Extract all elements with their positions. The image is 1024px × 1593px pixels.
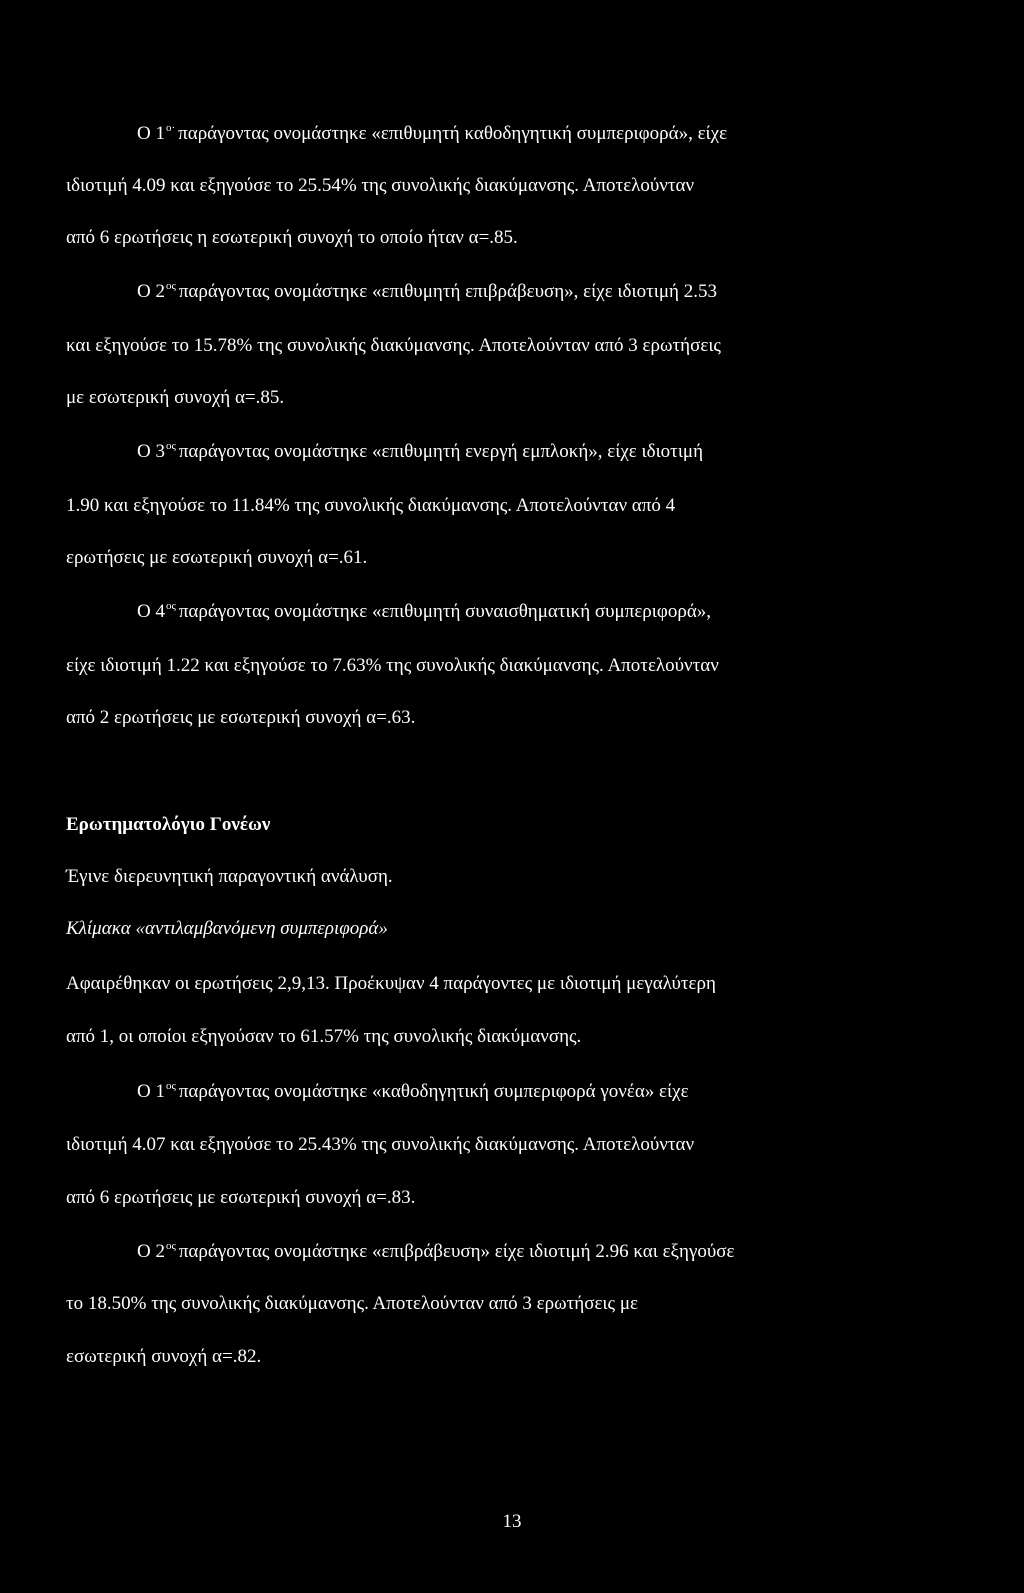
factor1-line1: Ο $1^{o\cdot}$ παράγοντας ονομάστηκε «επιθυμητή καθοδηγητική συμπεριφορά», είχε <box>137 122 728 144</box>
parent-factor2-line2: το 18.50% της συνολικής διακύμανσης. Αποτελούνταν από 3 ερωτήσεις με <box>66 1293 638 1314</box>
factor1-line2: ιδιοτιμή 4.09 και εξηγούσε το 25.54% της συνολικής διακύμανσης. Αποτελούνταν <box>66 175 695 196</box>
factor2-line1: Ο $2^{o\varsigma}$ παράγοντας ονομάστηκε «επιθυμητή επιβράβευση», είχε ιδιοτιμή 2.53 <box>137 280 717 302</box>
factor2-line3: με εσωτερική συνοχή α=.85. <box>66 387 285 408</box>
summary-line2: από 1, οι οποίοι εξηγούσαν το 61.57% της συνολικής διακύμανσης. <box>66 1026 582 1047</box>
factor3-line2: 1.90 και εξηγούσε το 11.84% της συνολικής διακύμανσης. Αποτελούνταν από 4 <box>66 495 676 516</box>
parent-factor1-line2: ιδιοτιμή 4.07 και εξηγούσε το 25.43% της συνολικής διακύμανσης. Αποτελούνταν <box>66 1134 695 1155</box>
factor2-line2: και εξηγούσε το 15.78% της συνολικής διακύμανσης. Αποτελούνταν από 3 ερωτήσεις <box>66 335 721 356</box>
parent-factor1-line3: από 6 ερωτήσεις με εσωτερική συνοχή α=.83. <box>66 1187 416 1208</box>
factor4-line3: από 2 ερωτήσεις με εσωτερική συνοχή α=.63. <box>66 707 416 728</box>
factor3-line3: ερωτήσεις με εσωτερική συνοχή α=.61. <box>66 547 368 568</box>
page-number: 13 <box>502 1511 522 1532</box>
parent-factor1-line1: Ο $1^{o\varsigma}$ παράγοντας ονομάστηκε «καθοδηγητική συμπεριφορά γονέα» είχε <box>137 1080 689 1102</box>
section-heading: Ερωτηματολόγιο Γονέων <box>66 814 271 835</box>
factor1-line3: από 6 ερωτήσεις η εσωτερική συνοχή το οποίο ήταν α=.85. <box>66 227 518 248</box>
factor4-line1: Ο $4^{o\varsigma}$ παράγοντας ονομάστηκε «επιθυμητή συναισθηματική συμπεριφορά», <box>137 600 712 622</box>
parent-factor2-line1: Ο $2^{o\varsigma}$ παράγοντας ονομάστηκε «επιβράβευση» είχε ιδιοτιμή 2.96 και εξηγούσε <box>137 1240 735 1262</box>
parent-factor2-line3: εσωτερική συνοχή α=.82. <box>66 1346 262 1367</box>
factor4-line2: είχε ιδιοτιμή 1.22 και εξηγούσε το 7.63% της συνολικής διακύμανσης. Αποτελούνταν <box>66 655 719 676</box>
scale-title: Κλίμακα «αντιλαμβανόμενη συμπεριφορά» <box>66 918 388 939</box>
factor3-line1: Ο $3^{o\varsigma}$ παράγοντας ονομάστηκε «επιθυμητή ενεργή εμπλοκή», είχε ιδιοτιμή <box>137 440 704 462</box>
analysis-intro: Έγινε διερευνητική παραγοντική ανάλυση. <box>66 866 393 887</box>
summary-line1: Αφαιρέθηκαν οι ερωτήσεις 2,9,13. Προέκυψαν 4 παράγοντες με ιδιοτιμή μεγαλύτερη <box>66 973 716 994</box>
